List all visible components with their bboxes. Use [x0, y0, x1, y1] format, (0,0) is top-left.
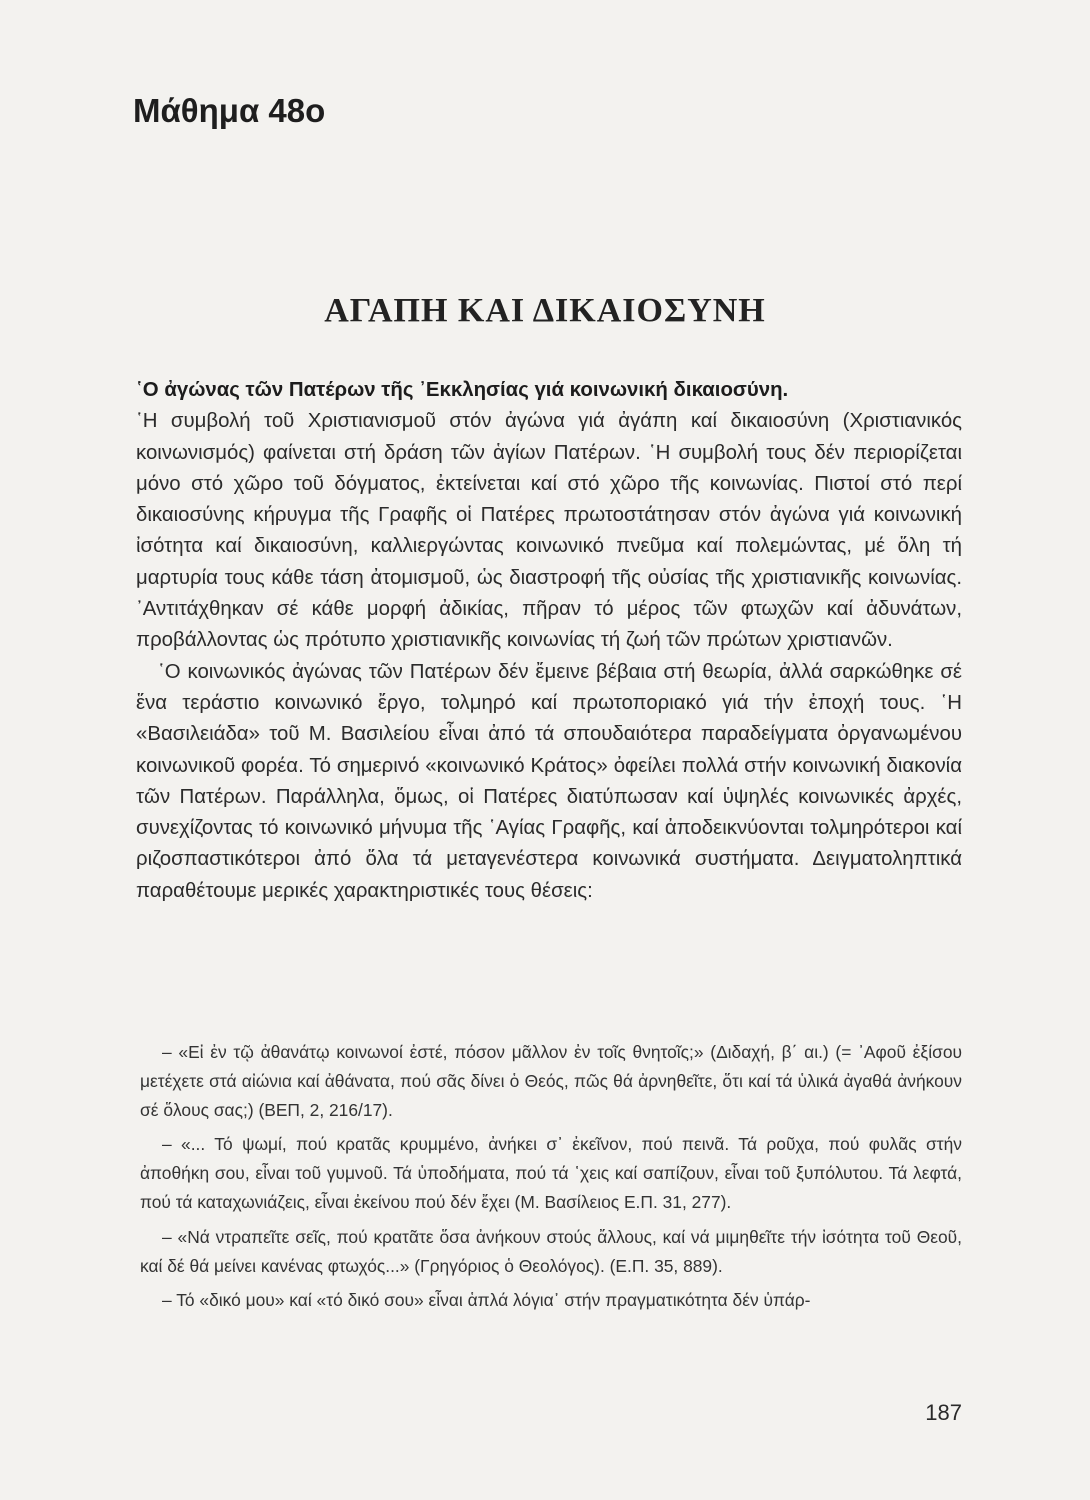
lesson-heading: Μάθημα 48ο	[133, 92, 326, 129]
page-number: 187	[925, 1400, 962, 1425]
main-text	[136, 375, 962, 907]
chapter-title: ΑΓΑΠΗ ΚΑΙ ΔΙΚΑΙΟΣΥΝΗ	[324, 292, 766, 329]
quotation-item: – «... Τό ψωμί, πού κρατᾶς κρυμμένο, ἀνήκει σ᾿ ἐκεῖνον, πού πεινᾶ. Τά ροῦχα, πού φυλᾶς στήν ἀποθήκη σου, εἶναι τοῦ γυμνοῦ. Τά ὑποδήματα, πού τά ῾χεις καί σαπίζουν, εἶναι τοῦ ξυπόλυτου. Τά λεφτά, πού τά καταχωνιάζεις, εἶναι ἐκείνου πού δέν ἔχει (Μ. Βασίλειος Ε.Π. 31, 277).	[140, 1134, 962, 1212]
quotation-item: – Τό «δικό μου» καί «τό δικό σου» εἶναι ἁπλά λόγια᾿ στήν πραγματικότητα δέν ὑπάρ-	[162, 1290, 811, 1311]
quotation-item: – «Νά ντραπεῖτε σεῖς, πού κρατᾶτε ὅσα ἀνήκουν στούς ἄλλους, καί νά μιμηθεῖτε τήν ἰσότητα τοῦ Θεοῦ, καί δέ θά μείνει κανένας φτωχός...» (Γρηγόριος ὁ Θεολόγος). (Ε.Π. 35, 889).	[140, 1226, 962, 1276]
quotation-item: – «Εἰ ἐν τῷ ἀθανάτῳ κοινωνοί ἐστέ, πόσον μᾶλλον ἐν τοῖς θνητοῖς;» (Διδαχή, β΄ αι.) (= ᾿Αφοῦ ἐξίσου μετέχετε στά αἰώνια καί ἀθάνατα, πού σᾶς δίνει ὁ Θεός, πῶς θά ἀρνηθεῖτε, ὅτι καί τά ὑλικά ἀγαθά ἀνήκουν σέ ὅλους σας;) (ΒΕΠ, 2, 216/17).	[140, 1042, 962, 1120]
paragraph-2: ῾Ο κοινωνικός ἀγώνας τῶν Πατέρων δέν ἔμεινε βέβαια στή θεωρία, ἀλλά σαρκώθηκε σέ ἕνα τεράστιο κοινωνικό ἔργο, τολμηρό καί πρωτοποριακό γιά τήν ἐποχή τους. ῾Η «Βασιλειάδα» τοῦ Μ. Βασιλείου εἶναι ἀπό τά σπουδαιότερα παραδείγματα ὀργανωμένου κοινωνικοῦ φορέα. Τό σημερινό «κοινωνικό Κράτος» ὀφείλει πολλά στήν κοινωνική διακονία τῶν Πατέρων. Παράλληλα, ὅμως, οἱ Πατέρες διατύπωσαν καί ὑψηλές κοινωνικές ἀρχές, συνεχίζοντας τό κοινωνικό μήνυμα τῆς ῾Αγίας Γραφῆς, καί ἀποδεικνύονται τολμηρότεροι καί ριζοσπαστικότεροι ἀπό ὅλα τά μεταγενέστερα κοινωνικά συστήματα. Δειγματοληπτικά παραθέτουμε μερικές χαρακτηριστικές τους θέσεις:	[136, 660, 962, 902]
section-subheading: ῾Ο ἀγώνας τῶν Πατέρων τῆς ᾿Εκκλησίας γιά κοινωνική δικαιοσύνη.	[136, 379, 789, 401]
quotations-list	[140, 1038, 962, 1321]
paragraph-1: ῾Η συμβολή τοῦ Χριστιανισμοῦ στόν ἀγώνα γιά ἀγάπη καί δικαιοσύνη (Χριστιανικός κοινωνισμός) φαίνεται στή δράση τῶν ἁγίων Πατέρων. ῾Η συμβολή τους δέν περιορίζεται μόνο στό χῶρο τοῦ δόγματος, ἐκτείνεται καί στό χῶρο τῆς κοινωνίας. Πιστοί στό περί δικαιοσύνης κήρυγμα τῆς Γραφῆς οἱ Πατέρες πρωτοστάτησαν στόν ἀγώνα γιά κοινωνική ἰσότητα καί δικαιοσύνη, καλλιεργώντας κοινωνικό πνεῦμα καί πολεμώντας, μέ ὅλη τή μαρτυρία τους κάθε τάση ἀτομισμοῦ, ὡς διαστροφή τῆς οὐσίας τῆς χριστιανικῆς κοινωνίας. ᾿Αντιτάχθηκαν σέ κάθε μορφή ἀδικίας, πῆραν τό μέρος τῶν φτωχῶν καί ἀδυνάτων, προβάλλοντας ὡς πρότυπο χριστιανικῆς κοινωνίας τή ζωή τῶν πρώτων χριστιανῶν.	[136, 410, 962, 652]
